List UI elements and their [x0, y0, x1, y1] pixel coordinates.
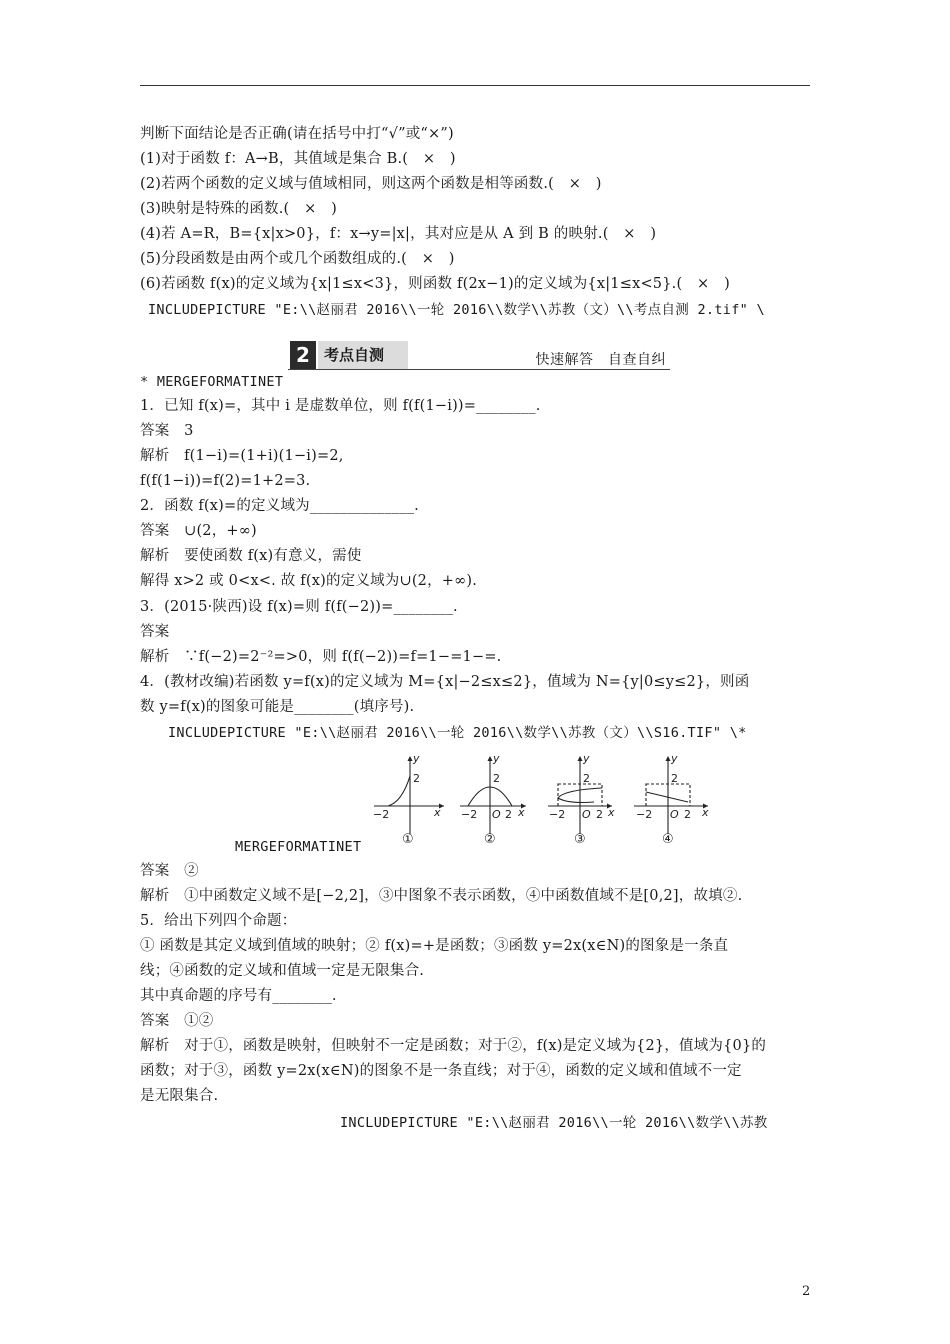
graph-3-tick-2: 2 [583, 772, 590, 785]
q2-analysis-1: 解析 要使函数 f(x)有意义，需使 [140, 548, 362, 564]
judge-item-6: (6)若函数 f(x)的定义域为{x|1≤x<3}，则函数 f(2x−1)的定义域为{x|1≤x<5}.( × ) [140, 276, 730, 292]
q5-analysis-3: 是无限集合. [140, 1088, 219, 1104]
include-picture-1: INCLUDEPICTURE "E:\\赵丽君 2016\\一轮 2016\\数学\\苏教（文）\\考点自测 2.tif" \ [148, 302, 765, 318]
graph-4-origin: O [670, 808, 679, 821]
q1-stem: 1．已知 f(x)=，其中 i 是虚数单位，则 f(f(1−i))=________. [140, 398, 541, 414]
graph-4-y-label: y [671, 752, 678, 765]
q5-line-2: 线；④函数的定义域和值域一定是无限集合. [140, 963, 425, 979]
graph-1-y-label: y [413, 752, 420, 765]
graph-4-tick-neg2: −2 [636, 808, 653, 821]
section-title: 考点自测 [318, 341, 408, 369]
graph-4-tick-2: 2 [671, 772, 678, 785]
graph-2-tick-2: 2 [493, 772, 500, 785]
graph-2-tick-neg2: −2 [461, 808, 478, 821]
graph-3-label: ③ [574, 832, 586, 847]
header-rule [140, 85, 810, 86]
graph-3-x-label: x [608, 806, 615, 819]
graph-1-tick-neg2: −2 [373, 808, 390, 821]
graph-4-line [646, 792, 688, 802]
graph-1 [373, 752, 444, 847]
section-banner [288, 341, 670, 371]
section-number: 2 [290, 341, 316, 369]
graph-1-label: ① [402, 832, 414, 847]
graph-2 [460, 752, 526, 847]
judge-item-2: (2)若两个函数的定义域与值域相同，则这两个函数是相等函数.( × ) [140, 176, 602, 192]
graph-3-tick-neg2: −2 [549, 808, 566, 821]
graph-1-curve [388, 776, 410, 806]
judge-item-1: (1)对于函数 f：A→B，其值域是集合 B.( × ) [140, 151, 456, 167]
q5-line-3: 其中真命题的序号有________. [140, 988, 337, 1004]
graph-4-tick-pos2: 2 [684, 808, 691, 821]
graph-1-x-label: x [434, 806, 441, 819]
q4-answer: 答案 ② [140, 863, 199, 879]
q5-line-1: ① 函数是其定义域到值域的映射；② f(x)=+是函数；③函数 y=2x(x∈N)的图象是一条直 [140, 938, 729, 954]
q4-function-graphs [368, 752, 718, 850]
q5-analysis-2: 函数；对于③，函数 y=2x(x∈N)的图象不是一条直线；对于④，函数的定义域和值域不一定 [140, 1063, 742, 1079]
q5-stem: 5．给出下列四个命题： [140, 913, 297, 929]
q3-stem: 3．(2015·陕西)设 f(x)=则 f(f(−2))=________. [140, 599, 458, 615]
merge-format-2: MERGEFORMATINET [235, 839, 362, 855]
include-picture-3: INCLUDEPICTURE "E:\\赵丽君 2016\\一轮 2016\\数学\\苏教 [340, 1115, 768, 1131]
graph-2-origin: O [492, 808, 501, 821]
graph-4-x-label: x [702, 806, 709, 819]
q1-analysis-2: f(f(1−i))=f(2)=1+2=3. [140, 473, 311, 489]
graph-3-tick-pos2: 2 [596, 808, 603, 821]
q2-stem: 2．函数 f(x)=的定义域为______________. [140, 498, 419, 514]
graph-2-label: ② [484, 832, 496, 847]
q4-analysis: 解析 ①中函数定义域不是[−2,2]，③中图象不表示函数，④中函数值域不是[0,2]，故填②. [140, 888, 743, 904]
section-subtitle: 快速解答 自查自纠 [535, 352, 666, 368]
graph-3-origin: O [582, 808, 591, 821]
graph-2-tick-pos2: 2 [505, 808, 512, 821]
q2-answer: 答案 ∪(2，+∞) [140, 523, 257, 539]
page-number: 2 [802, 1284, 811, 1299]
q1-analysis-1: 解析 f(1−i)=(1+i)(1−i)=2, [140, 448, 344, 464]
q5-analysis-1: 解析 对于①，函数是映射，但映射不一定是函数；对于②，f(x)是定义域为{2}，值域为{0}的 [140, 1038, 767, 1054]
judge-intro: 判断下面结论是否正确(请在括号中打“√”或“×”) [140, 126, 454, 142]
graph-3-y-label: y [583, 752, 590, 765]
graph-2-y-label: y [493, 752, 500, 765]
q5-answer: 答案 ①② [140, 1013, 214, 1029]
merge-format-1: * MERGEFORMATINET [140, 374, 284, 390]
include-picture-2: INCLUDEPICTURE "E:\\赵丽君 2016\\一轮 2016\\数学\\苏教（文）\\S16.TIF" \* [168, 725, 747, 741]
q2-analysis-2: 解得 x>2 或 0<x<. 故 f(x)的定义域为∪(2，+∞). [140, 573, 478, 589]
graph-1-tick-2: 2 [413, 772, 420, 785]
graph-4-label: ④ [662, 832, 674, 847]
q1-answer: 答案 3 [140, 423, 194, 439]
graph-4 [634, 752, 709, 847]
graph-2-x-label: x [518, 806, 525, 819]
banner-underline [288, 369, 670, 370]
q3-analysis: 解析 ∵f(−2)=2⁻²=>0，则 f(f(−2))=f=1−=1−=. [140, 649, 502, 665]
judge-item-4: (4)若 A=R，B={x|x>0}，f：x→y=|x|，其对应是从 A 到 B 的映射.( × ) [140, 226, 657, 242]
graph-3 [548, 752, 615, 847]
q3-answer: 答案 [140, 624, 170, 640]
judge-item-3: (3)映射是特殊的函数.( × ) [140, 201, 338, 217]
q4-stem-1: 4．(教材改编)若函数 y=f(x)的定义域为 M={x|−2≤x≤2}，值域为 N={y|0≤y≤2}，则函 [140, 674, 750, 690]
q4-stem-2: 数 y=f(x)的图象可能是________(填序号). [140, 699, 415, 715]
judge-item-5: (5)分段函数是由两个或几个函数组成的.( × ) [140, 251, 455, 267]
